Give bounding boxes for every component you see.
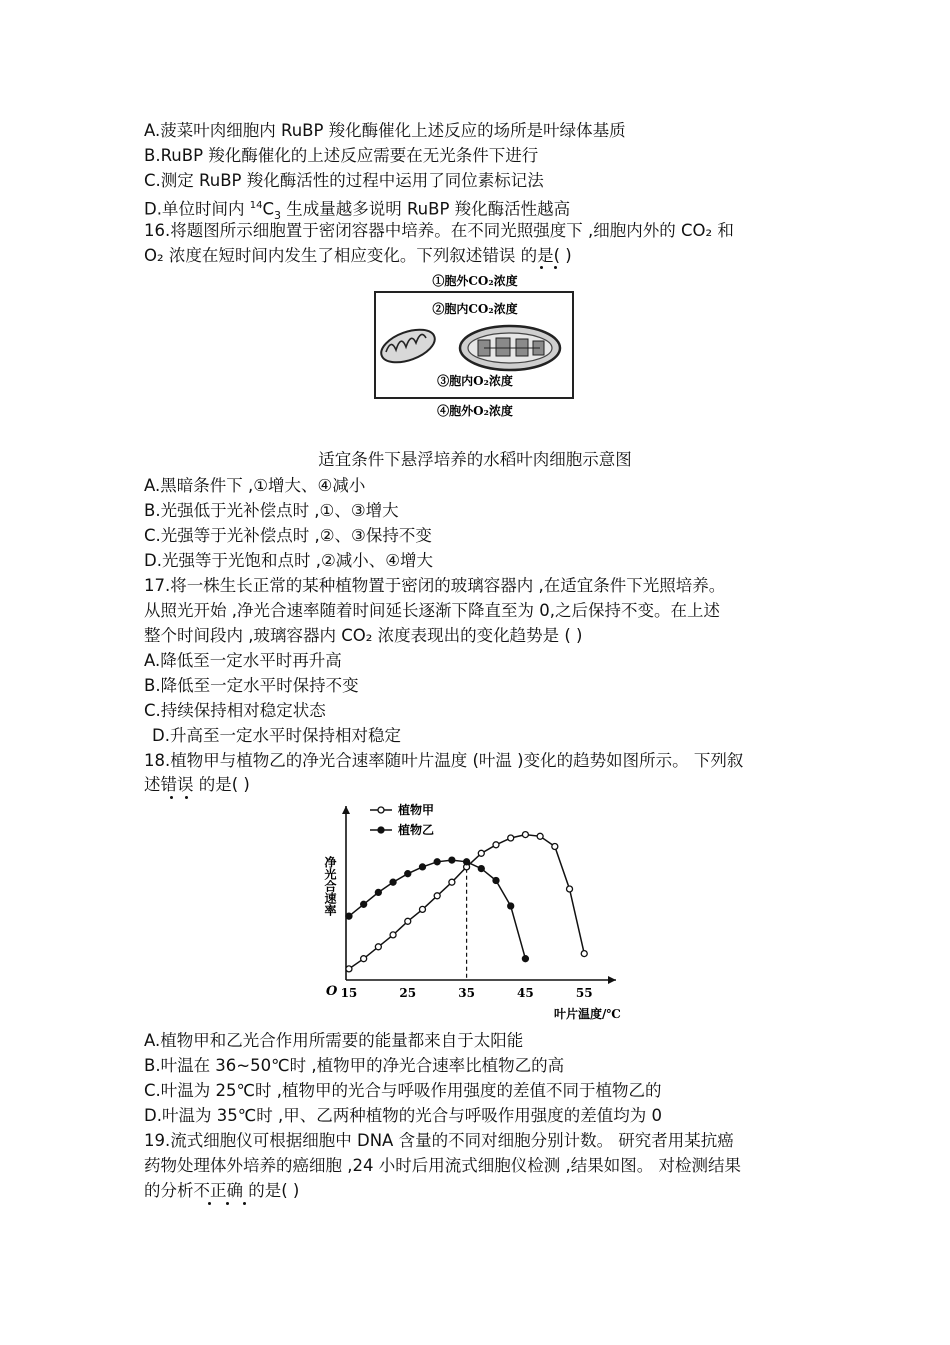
figure-caption: 适宜条件下悬浮培养的水稻叶肉细胞示意图 (318, 450, 632, 469)
q16-option-c: C.光强等于光补偿点时 ,②、③保持不变 (144, 526, 432, 545)
data-point-plant-a (390, 932, 396, 938)
legend-marker (378, 827, 384, 833)
leaf-cell-diagram (360, 268, 590, 428)
data-point-plant-a (419, 906, 425, 912)
data-point-plant-b (405, 871, 411, 877)
x-tick-label: 15 (340, 986, 358, 1000)
q18-stem-line1: 18.植物甲与植物乙的净光合速率随叶片温度 (叶温 )变化的趋势如图所示。 下列叙 (144, 751, 744, 770)
data-point-plant-a (361, 956, 367, 962)
data-point-plant-b (493, 878, 499, 884)
legend-label: 植物乙 (398, 823, 435, 837)
q18-stem-line2: 述错误 的是( ) (144, 775, 250, 794)
series-points (346, 832, 587, 972)
x-tick-label: 35 (458, 986, 475, 1000)
q16-option-a: A.黑暗条件下 ,①增大、④减小 (144, 476, 366, 495)
q16-stem-line2: O₂ 浓度在短时间内发生了相应变化。下列叙述错误 的是( ) (144, 246, 572, 265)
q19-stem-line1: 19.流式细胞仪可根据细胞中 DNA 含量的不同对细胞分别计数。 研究者用某抗癌 (144, 1131, 734, 1150)
data-point-plant-b (419, 864, 425, 870)
q16-option-d: D.光强等于光饱和点时 ,②减小、④增大 (144, 551, 434, 570)
q15-option-c: C.测定 RuBP 羧化酶活性的过程中运用了同位素标记法 (144, 171, 544, 190)
q18-option-b: B.叶温在 36~50℃时 ,植物甲的净光合速率比植物乙的高 (144, 1056, 565, 1075)
data-point-plant-b (361, 901, 367, 907)
data-point-plant-a (581, 951, 587, 957)
label-inside-co2: ②胞内CO₂浓度 (432, 302, 518, 316)
q17-option-c: C.持续保持相对稳定状态 (144, 701, 326, 720)
data-point-plant-a (537, 833, 543, 839)
data-point-plant-b (434, 859, 440, 865)
series-line-plant-b (349, 860, 525, 959)
data-point-plant-a (493, 842, 499, 848)
x-tick-labels (341, 986, 593, 1000)
data-point-plant-a (522, 832, 528, 838)
legend-marker (378, 807, 384, 813)
origin-label: O (326, 984, 338, 999)
x-tick-label: 55 (575, 986, 593, 1000)
q18-option-d: D.叶温为 35℃时 ,甲、乙两种植物的光合与呼吸作用强度的差值均为 0 (144, 1106, 662, 1125)
q15-option-b: B.RuBP 羧化酶催化的上述反应需要在无光条件下进行 (144, 146, 539, 165)
emphasis-dot (208, 1202, 211, 1205)
x-axis-arrow (608, 976, 616, 984)
x-tick-label: 25 (399, 986, 417, 1000)
data-point-plant-b (346, 913, 352, 919)
data-point-plant-a (478, 850, 484, 856)
q17-stem-line2: 从照光开始 ,净光合速率随着时间延长逐渐下降直至为 0,之后保持不变。在上述 (144, 601, 720, 620)
data-point-plant-b (449, 857, 455, 863)
data-point-plant-b (478, 866, 484, 872)
data-point-plant-b (390, 879, 396, 885)
q17-stem-line1: 17.将一株生长正常的某种植物置于密闭的玻璃容器内 ,在适宜条件下光照培养。 (144, 576, 726, 595)
q17-option-b: B.降低至一定水平时保持不变 (144, 676, 359, 695)
chart-legend (370, 802, 434, 837)
label-inside-o2: ③胞内O₂浓度 (437, 374, 513, 388)
q18-option-c: C.叶温为 25℃时 ,植物甲的光合与呼吸作用强度的差值不同于植物乙的 (144, 1081, 662, 1100)
isotope-superscript: 14 (249, 200, 263, 211)
emphasis-dot (170, 796, 173, 799)
q19-stem-line2: 药物处理体外培养的癌细胞 ,24 小时后用流式细胞仪检测 ,结果如图。 对检测结果 (144, 1156, 741, 1175)
q15-d-text-end: 生成量越多说明 RuBP 羧化酶活性越高 (280, 199, 571, 219)
data-point-plant-a (552, 844, 558, 850)
label-outside-o2: ④胞外O₂浓度 (437, 404, 513, 418)
c3-subscript: 3 (273, 208, 281, 222)
x-tick-label: 45 (517, 986, 534, 1000)
q19-stem-line3: 的分析不正确 的是( ) (144, 1181, 300, 1200)
x-axis-label: 叶片温度/℃ (554, 1007, 621, 1021)
emphasis-dot (243, 1202, 246, 1205)
data-point-plant-a (567, 886, 573, 892)
y-axis-label: 净光合速率 (323, 856, 337, 916)
data-point-plant-a (346, 966, 352, 972)
label-outside-co2: ①胞外CO₂浓度 (432, 274, 518, 288)
q16-option-b: B.光强低于光补偿点时 ,①、③增大 (144, 501, 399, 520)
carbon-symbol: C (262, 199, 274, 219)
q17-option-d: D.升高至一定水平时保持相对稳定 (152, 726, 401, 745)
legend-label: 植物甲 (398, 803, 435, 817)
emphasis-dot (226, 1202, 229, 1205)
data-point-plant-b (522, 956, 528, 962)
data-point-plant-b (508, 903, 514, 909)
q16-stem-line1: 16.将题图所示细胞置于密闭容器中培养。在不同光照强度下 ,细胞内外的 CO₂ 和 (144, 221, 734, 240)
q17-option-a: A.降低至一定水平时再升高 (144, 651, 342, 670)
data-point-plant-a (405, 918, 411, 924)
q18-option-a: A.植物甲和乙光合作用所需要的能量都来自于太阳能 (144, 1031, 524, 1050)
data-point-plant-a (449, 879, 455, 885)
data-point-plant-b (375, 889, 381, 895)
q15-option-a: A.菠菜叶肉细胞内 RuBP 羧化酶催化上述反应的场所是叶绿体基质 (144, 121, 626, 140)
y-axis-arrow (342, 806, 350, 814)
photosynthesis-chart (300, 796, 640, 1028)
chloroplast-icon (460, 326, 560, 370)
q17-stem-line3: 整个时间段内 ,玻璃容器内 CO₂ 浓度表现出的变化趋势是 ( ) (144, 626, 583, 645)
data-point-plant-a (375, 944, 381, 950)
emphasis-dot (185, 796, 188, 799)
data-point-plant-a (434, 893, 440, 899)
data-point-plant-a (508, 835, 514, 841)
data-point-plant-b (464, 859, 470, 865)
q15-d-text: D.单位时间内 (144, 199, 250, 219)
